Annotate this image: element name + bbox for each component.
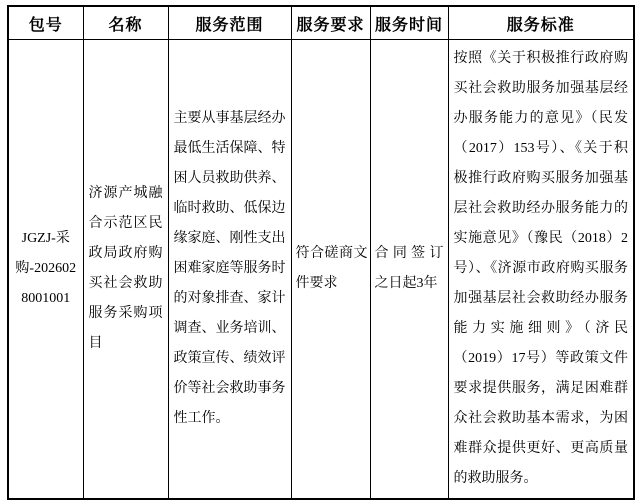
- col-header-service-time: 服务时间: [370, 6, 448, 40]
- col-header-name: 名称: [83, 6, 168, 40]
- cell-service-standard: 按照《关于积极推行政府购买社会救助服务加强基层经办服务能力的意见》（民发（2017）153号）、《关于积极推行政府购买服务加强基层社会救助经办服务能力的实施意见》（豫民（2018）2号）、《济源市政府购买服务加强基层社会救助经办服务能力实施细则》（济民（2019）17号）等政策文件要求提供服务，满足困难群众社会救助基本需求，为困难群众提供更好、更高质量的救助服务。: [448, 40, 634, 500]
- col-header-service-requirement: 服务要求: [291, 6, 370, 40]
- cell-project-name: 济源产城融合示范区民政局政府购买社会救助服务采购项目: [83, 40, 168, 500]
- cell-service-requirement: 符合磋商文件要求: [291, 40, 370, 500]
- procurement-package-table: [7, 5, 635, 500]
- col-header-package-no: 包号: [8, 6, 83, 40]
- cell-package-no: JGZJ-采购-2026028001001: [8, 40, 83, 500]
- col-header-service-scope: 服务范围: [168, 6, 291, 40]
- cell-service-time: 合同签订之日起3年: [370, 40, 448, 500]
- table-header-row: [8, 6, 634, 40]
- table-row: [8, 40, 634, 500]
- col-header-service-standard: 服务标准: [448, 6, 634, 40]
- cell-service-scope: 主要从事基层经办最低生活保障、特困人员救助供养、临时救助、低保边缘家庭、刚性支出困难家庭等服务时的对象排查、家计调查、业务培训、政策宣传、绩效评价等社会救助事务性工作。: [168, 40, 291, 500]
